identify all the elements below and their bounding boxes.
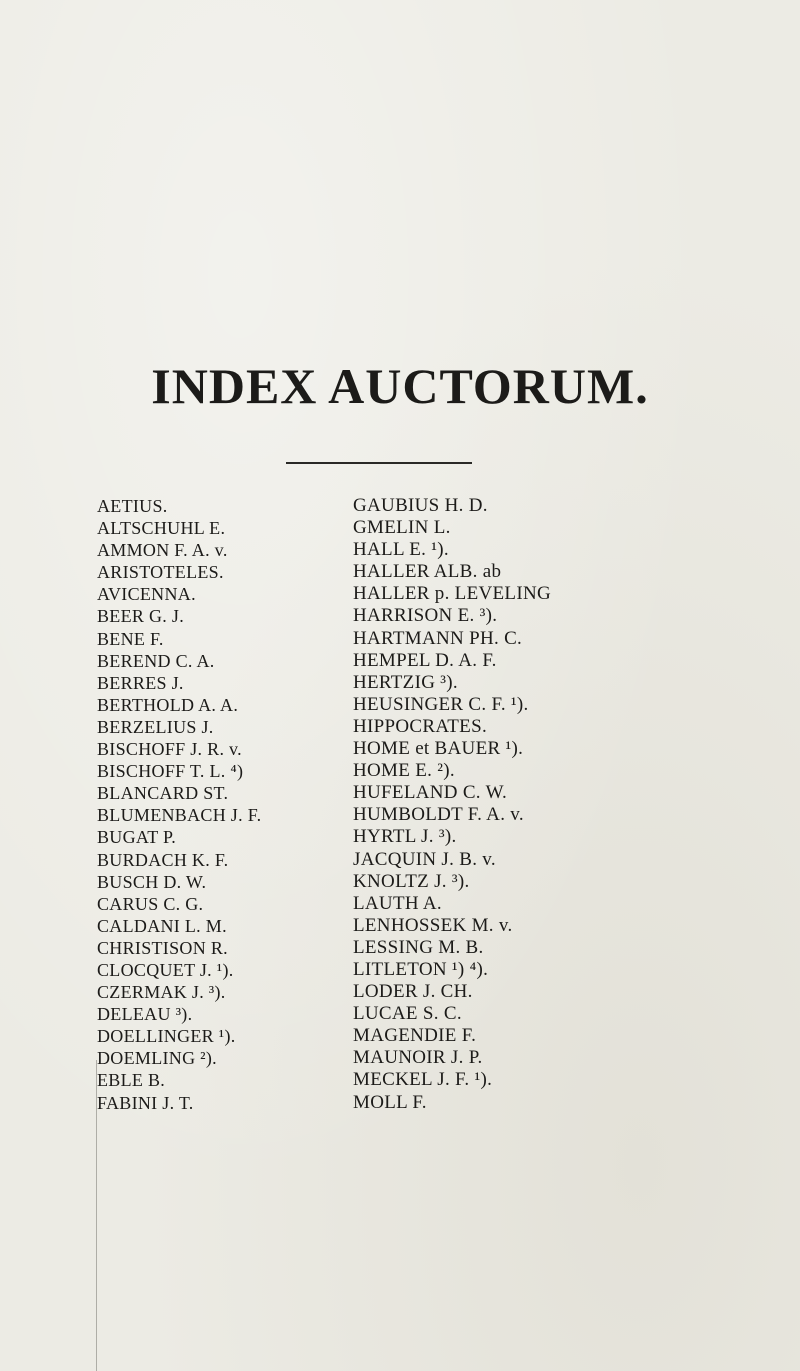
author-entry: BLANCARD ST. <box>97 783 229 804</box>
author-column-right <box>353 495 673 1114</box>
author-entry: DELEAU ³). <box>97 1004 193 1025</box>
author-entry: GAUBIUS H. D. <box>353 495 488 516</box>
author-entry: AMMON F. A. v. <box>97 540 228 561</box>
author-entry: BLUMENBACH J. F. <box>97 805 262 826</box>
author-entry: BERZELIUS J. <box>97 716 214 737</box>
author-entry: HIPPOCRATES. <box>353 715 487 737</box>
author-entry: DOELLINGER ¹). <box>97 1026 236 1047</box>
author-entry: AVICENNA. <box>97 584 196 605</box>
author-entry: MAGENDIE F. <box>353 1025 477 1047</box>
author-entry: LUCAE S. C. <box>353 1003 462 1025</box>
author-entry: BISCHOFF T. L. ⁴) <box>97 761 244 782</box>
author-entry: LESSING M. B. <box>353 936 484 958</box>
author-entry: KNOLTZ J. ³). <box>353 870 470 892</box>
author-entry: HARTMANN PH. C. <box>353 627 523 649</box>
author-entry: HOME et BAUER ¹). <box>353 738 524 760</box>
page-margin-line <box>96 1060 97 1371</box>
author-entry: ALTSCHUHL E. <box>97 518 226 539</box>
author-entry: CLOCQUET J. ¹). <box>97 959 234 980</box>
author-entry: BEREND C. A. <box>97 650 215 671</box>
author-entry: FABINI J. T. <box>97 1092 194 1113</box>
author-entry: BISCHOFF J. R. v. <box>97 739 242 760</box>
author-entry: BENE F. <box>97 628 164 649</box>
author-entry: HERTZIG ³). <box>353 671 458 693</box>
author-column-left <box>97 495 327 1114</box>
author-entry: MAUNOIR J. P. <box>353 1047 483 1069</box>
author-entry: GMELIN L. <box>353 517 451 539</box>
author-entry: EBLE B. <box>97 1070 166 1091</box>
author-entry: BUGAT P. <box>97 827 177 848</box>
author-entry: HEMPEL D. A. F. <box>353 649 497 671</box>
author-entry: BEER G. J. <box>97 606 185 627</box>
author-entry: BURDACH K. F. <box>97 849 229 870</box>
author-entry: HEUSINGER C. F. ¹). <box>353 693 529 715</box>
author-entry: DOEMLING ²). <box>97 1048 217 1069</box>
author-entry: ARISTOTELES. <box>97 562 224 583</box>
author-entry: HALLER p. LEVELING <box>353 583 551 605</box>
author-entry: HUFELAND C. W. <box>353 782 508 804</box>
author-entry: LODER J. CH. <box>353 981 473 1003</box>
title-divider <box>286 462 472 464</box>
page-title: INDEX AUCTORUM. <box>151 357 649 414</box>
author-entry: BUSCH D. W. <box>97 871 207 892</box>
author-entry: MECKEL J. F. ¹). <box>353 1069 493 1091</box>
author-entry: HUMBOLDT F. A. v. <box>353 804 524 826</box>
author-entry: HALLER ALB. ab <box>353 561 502 583</box>
author-entry: JACQUIN J. B. v. <box>353 848 496 870</box>
author-entry: MOLL F. <box>353 1091 427 1113</box>
author-entry: LAUTH A. <box>353 892 442 914</box>
author-entry: BERRES J. <box>97 672 184 693</box>
author-entry: CALDANI L. M. <box>97 915 227 936</box>
author-entry: LITLETON ¹) ⁴). <box>353 958 489 980</box>
author-entry: HOME E. ²). <box>353 760 455 782</box>
author-entry: HARRISON E. ³). <box>353 605 498 627</box>
author-entry: LENHOSSEK M. v. <box>353 914 513 936</box>
author-entry: BERTHOLD A. A. <box>97 694 239 715</box>
author-entry: AETIUS. <box>97 496 168 516</box>
author-entry: CHRISTISON R. <box>97 937 228 958</box>
author-entry: CZERMAK J. ³). <box>97 982 226 1003</box>
author-entry: CARUS C. G. <box>97 893 204 914</box>
author-entry: HALL E. ¹). <box>353 539 449 561</box>
author-entry: HYRTL J. ³). <box>353 826 457 848</box>
